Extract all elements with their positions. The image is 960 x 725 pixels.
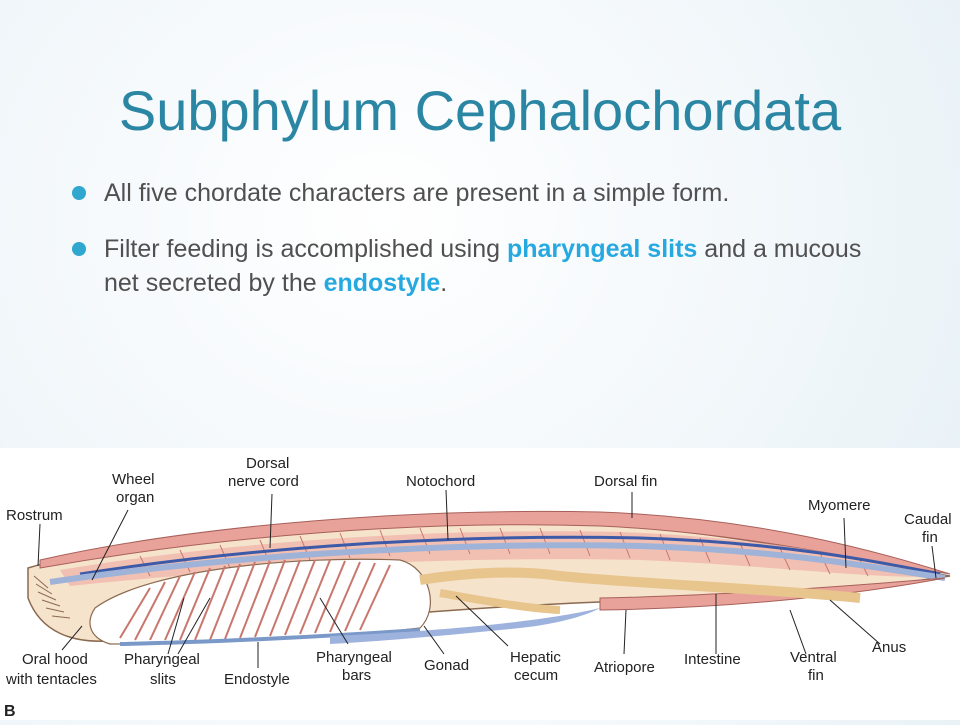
- label-pharyngeal-bars: bars: [342, 667, 372, 684]
- bullet-list: [72, 176, 892, 322]
- bullet-text-part: .: [440, 269, 448, 297]
- label-hepatic-cecum: cecum: [514, 667, 559, 684]
- highlight-endostyle: endostyle: [323, 269, 441, 297]
- bullet-dot-icon: [72, 242, 86, 256]
- label-dorsal-fin: Dorsal fin: [594, 473, 658, 490]
- label-oral-hood: with tentacles: [6, 671, 97, 688]
- label-endostyle: Endostyle: [224, 671, 290, 688]
- bullet-item: [72, 176, 892, 210]
- label-pharyngeal-bars: Pharyngeal: [316, 649, 392, 666]
- label-myomere: Myomere: [808, 497, 871, 514]
- label-oral-hood: Oral hood: [22, 651, 88, 668]
- label-pharyngeal-slits: slits: [150, 671, 176, 688]
- highlight-pharyngeal-slits: pharyngeal slits: [506, 235, 698, 263]
- label-intestine: Intestine: [684, 651, 741, 668]
- label-dorsal-nerve-cord: nerve cord: [228, 473, 299, 490]
- label-wheel-organ: Wheel: [112, 471, 155, 488]
- label-caudal-fin: fin: [922, 529, 938, 546]
- label-anus: Anus: [872, 639, 907, 656]
- amphioxus-figure: [0, 448, 960, 720]
- label-hepatic-cecum: Hepatic: [510, 649, 561, 666]
- slide-title: Subphylum Cephalochordata: [118, 79, 842, 142]
- label-gonad: Gonad: [424, 657, 470, 674]
- label-ventral-fin: fin: [808, 667, 824, 684]
- label-notochord: Notochord: [406, 473, 476, 490]
- amphioxus-diagram: [0, 448, 960, 720]
- label-ventral-fin: Ventral: [790, 649, 837, 666]
- label-caudal-fin: Caudal: [904, 511, 952, 528]
- label-rostrum: Rostrum: [6, 507, 63, 524]
- label-wheel-organ: organ: [116, 489, 155, 506]
- bullet-dot-icon: [72, 186, 86, 200]
- bullet-text: All five chordate characters are present in a simple form.: [104, 179, 730, 207]
- label-atriopore: Atriopore: [594, 659, 655, 676]
- bullet-item: [72, 232, 892, 300]
- bullet-text-part: Filter feeding is accomplished using: [104, 235, 507, 263]
- label-pharyngeal-slits: Pharyngeal: [124, 651, 200, 668]
- label-dorsal-nerve-cord: Dorsal: [246, 455, 290, 472]
- panel-label: B: [4, 703, 16, 720]
- bullet-text-part: and a mucous net secreted by the: [104, 235, 862, 297]
